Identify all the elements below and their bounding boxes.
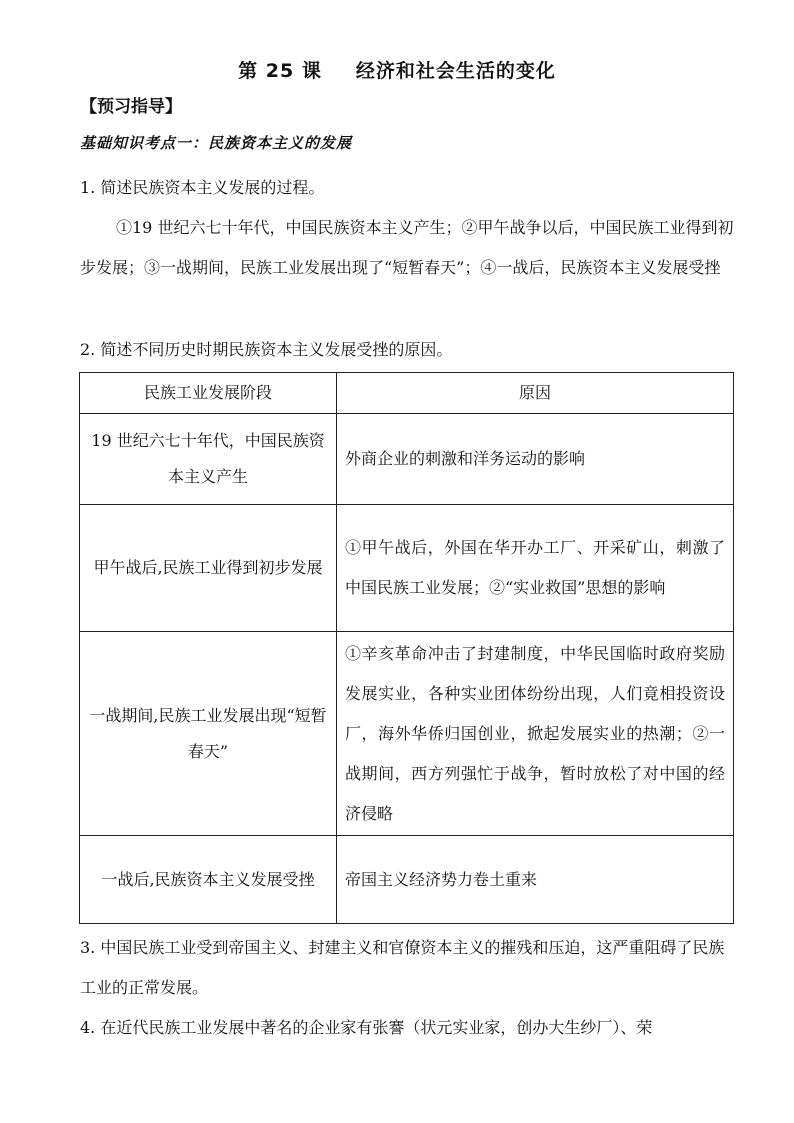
table-row xyxy=(80,505,734,632)
table-row xyxy=(80,836,734,924)
knowledge-point-heading: 基础知识考点一：民族资本主义的发展 xyxy=(80,134,353,152)
table-header-stage: 民族工业发展阶段 xyxy=(80,373,337,414)
stage-cell: 19 世纪六七十年代，中国民族资本主义产生 xyxy=(80,414,337,505)
stage-cell: 一战期间,民族工业发展出现“短暂春天” xyxy=(80,632,337,836)
section-label: 【预习指导】 xyxy=(80,97,182,117)
question-2: 2. 简述不同历史时期民族资本主义发展受挫的原因。 xyxy=(80,340,453,359)
answer-1 xyxy=(80,208,740,288)
lesson-title xyxy=(0,56,794,83)
reason-cell: ①甲午战后，外国在华开办工厂、开采矿山，刺激了中国民族工业发展；②“实业救国”思想的影响 xyxy=(337,505,734,632)
lesson-name: 经济和社会生活的变化 xyxy=(355,60,556,82)
reason-cell: 帝国主义经济势力卷土重来 xyxy=(337,836,734,924)
reasons-table xyxy=(79,372,734,924)
reason-cell: ①辛亥革命冲击了封建制度，中华民国临时政府奖励发展实业，各种实业团体纷纷出现，人们竟相投资设厂，海外华侨归国创业，掀起发展实业的热潮；②一战期间，西方列强忙于战争，暂时放松了对中国的经济侵略 xyxy=(337,632,734,836)
question-3: 3. 中国民族工业受到帝国主义、封建主义和官僚资本主义的摧残和压迫，这严重阻碍了民族工业的正常发展。 xyxy=(80,938,725,997)
answer-1-text: ①19 世纪六七十年代，中国民族资本主义产生；②甲午战争以后，中国民族工业得到初步发展；③一战期间，民族工业发展出现了“短暂春天”；④一战后，民族资本主义发展受挫 xyxy=(80,218,734,277)
question-4: 4. 在近代民族工业发展中著名的企业家有张謇（状元实业家，创办大生纱厂）、荣 xyxy=(80,1018,653,1037)
table-header-reason: 原因 xyxy=(337,373,734,414)
table-row xyxy=(80,414,734,505)
table-header-row xyxy=(80,373,734,414)
lesson-number: 第 25 课 xyxy=(238,60,322,82)
reason-cell: 外商企业的刺激和洋务运动的影响 xyxy=(337,414,734,505)
stage-cell: 一战后,民族资本主义发展受挫 xyxy=(80,836,337,924)
question-1: 1. 简述民族资本主义发展的过程。 xyxy=(80,178,325,197)
table-row xyxy=(80,632,734,836)
stage-cell: 甲午战后,民族工业得到初步发展 xyxy=(80,505,337,632)
